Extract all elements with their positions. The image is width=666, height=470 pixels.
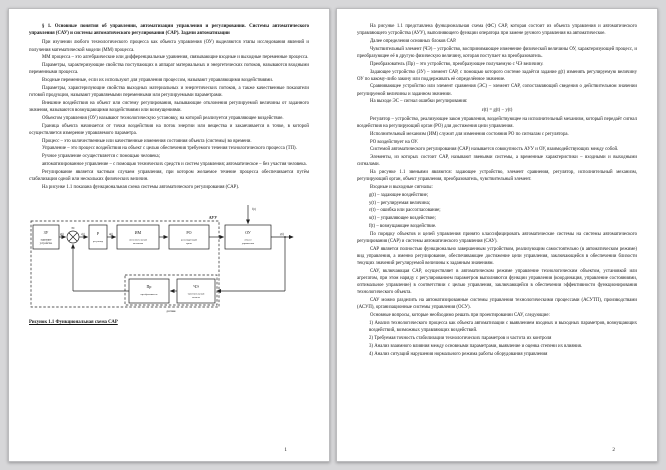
ro-box — [169, 225, 209, 249]
ou-label: ОУ — [245, 229, 251, 235]
paragraph: Регулятор – устройство, реализующее закон управления, воздействующее на исполнительный механизм, который передаёт сигнал воздействия на регулирующий орган (РО) для достижения цели управления. — [357, 116, 637, 129]
section-heading: § 1. Основные понятия об управлении, автоматизации управления и регулировании. Системы автоматического управления (САУ) и системы автоматического регулирования (САР). Задачи автоматизации — [29, 24, 309, 37]
paragraph: Регулирование является частным случаем управления, при котором желаемое течение процесса обеспечивается путём стабилизации одной или нескольких физических величин. — [29, 169, 309, 182]
regulator-label: Р — [96, 230, 100, 236]
list-item: 1) Анализ технологического процесса как объекта автоматизации с выявлением входных и выходных параметров, возмущающих воздействий, возможных управляющих воздействий. — [369, 320, 637, 334]
paragraph: Сравнивающее устройство или элемент сравнения (ЭС) – элемент САР, сопоставляющий сведения о действительном значении регулируемой величины и заданном значении. — [357, 84, 637, 97]
page-1 — [8, 8, 330, 462]
regulator-box — [89, 225, 107, 249]
zu-sublabel: задающее — [40, 238, 52, 242]
che-box — [177, 279, 215, 303]
paragraph: САУ можно разделить на автоматизированные системы управления технологическими процессами (АСУТП), производствами (АСУП), организационные системы управления (ОСУ). — [357, 298, 637, 311]
paragraph: Процесс – это количественные или качественные изменения состояния объекта (системы) во времени. — [42, 138, 252, 144]
y-signal-label: y(t) — [279, 231, 285, 236]
paragraph: Системой автоматического регулирования (САР) называется совокупность АУУ и ОУ, взаимодействующих между собой. — [370, 147, 619, 153]
regulator-sublabel: регулятор — [92, 239, 104, 243]
zu-box — [33, 225, 59, 249]
paragraph: Далее определения основных блоков САР. — [370, 38, 457, 44]
es-label: ЭС — [71, 225, 75, 230]
im-label: ИМ — [134, 229, 142, 235]
paragraph: Ручное управление осуществляется с помощью человека; — [42, 154, 161, 160]
zu-label: ЗУ — [43, 229, 49, 235]
page-number: 2 — [612, 447, 615, 453]
paragraph: Входные переменные, если их используют для управления процессом, называют управляющими воздействиями. — [42, 78, 274, 84]
im-sublabel: механизм — [132, 241, 144, 245]
sensor-boundary — [125, 275, 217, 305]
paragraph: автоматизированное управление – с помощью технических средств и систем управления; автоматическое – без участия человека. — [42, 161, 307, 167]
sar-functional-diagram — [29, 195, 311, 317]
list-item: 3) Анализ взаимного влияния между основными параметрами, выявление и оценка степени их влияния. — [369, 343, 583, 349]
auu-label: АУУ — [208, 214, 218, 220]
f-signal-label: f(t) — [252, 206, 256, 211]
paragraph: Параметры, характеризующие свойства поступающих в аппарат материальных и энергетических потоков, называются входными переменными процесса. — [29, 63, 309, 76]
formula: ε(t) = g(t) − y(t) — [481, 108, 513, 114]
page-2-text — [357, 23, 637, 358]
list-item: y(t) – регулируемая величина; — [369, 200, 431, 206]
che-sublabel: чувствительный — [187, 292, 205, 296]
paragraph: На рисунке 1.1 показана функциональная схема системы автоматического регулирования (САР). — [42, 184, 240, 190]
paragraph: Элементы, из которых состоит САР, называют звеньями системы, а временные характеристики – входными и выходными сигналами. — [357, 155, 637, 168]
pr-label: Пр — [146, 283, 152, 289]
zu-sublabel: устройство — [39, 241, 53, 245]
pr-sublabel: преобразователь — [140, 292, 158, 296]
ro-sublabel: регулирующий — [180, 238, 198, 242]
ro-label: РО — [186, 229, 192, 235]
che-sublabel: элемент — [191, 295, 201, 299]
pr-box — [129, 279, 169, 303]
diagram-arrows — [59, 205, 293, 291]
eps-signal-label: ε(t) — [81, 232, 85, 236]
ou-sublabel: управления — [241, 241, 255, 245]
paragraph: ММ процесса – это алгебраические или дифференциальные уравнения, связывающие входные и выходные переменные процесса. — [42, 55, 309, 61]
list-item: 4) Анализ ситуаций нарушения нормального режима работы оборудования управления — [369, 351, 548, 357]
list-item: g(t) – задающее воздействие; — [369, 192, 429, 198]
paragraph: На рисунке 1.1 представлена функциональная схема (ФС) САР, которая состоит из объекта управления и автоматического управляющего устройства (АУУ), выполняющего функции оператора при замене ручного управления на автоматическое. — [357, 24, 637, 37]
page-1-text — [29, 23, 309, 191]
paragraph: На рисунке 1.1 звеньями являются: задающее устройство, элемент сравнения, регулятор, исполнительный механизм, регулирующий орган, объект управления, преобразователь, чувствительный элемент. — [357, 170, 637, 183]
paragraph: Основные вопросы, которые необходимо решать при проектировании САУ, следующие: — [370, 313, 550, 319]
im-box — [117, 225, 159, 249]
list-item: ε(t) – ошибка или рассогласование; — [369, 208, 441, 214]
ou-box — [225, 225, 271, 249]
g-signal-label: g(t) — [59, 232, 65, 236]
paragraph: Параметры, характеризующие свойства выходных материальных и энергетических потоков, а также качественные показатели готовой продукции, называют управляемыми переменными или регулируемыми параметрами. — [29, 85, 309, 99]
figure-caption: Рисунок 1.1 Функциональная схема САР — [29, 319, 118, 325]
paragraph: САР является полностью функционально завершенным устройством, реализующим самостоятельно (в автоматическом режиме) вид управления, а именно регулирование, обеспечивающее достижение цели управления, заключающейся в обеспечении близости текущих значений регулируемой величины к заданным значениям. — [357, 246, 637, 267]
paragraph: Чувствительный элемент (ЧЭ) – устройство, воспринимающее изменение физической величины ОУ, характеризующей процесс, и преобразующее её в другую физическую величину, которая поступает на преобразователь. — [357, 46, 637, 59]
paragraph: РО воздействует на ОУ. — [370, 139, 418, 145]
paragraph: Задающее устройство (ЗУ) – элемент САР, с помощью которого системе задаётся задание g(t) изменять регулируемую величину ОУ по какому-либо закону или поддерживать её определённое значение. — [357, 69, 637, 82]
list-item: 2) Требуемая точность стабилизации технологических параметров и частота их контроля — [369, 335, 552, 341]
page-number: 1 — [284, 447, 287, 453]
paragraph: Внешние воздействия на объект или систему регулирования, вызывающие отклонения регулируемой величины от заданного значения, называются возмущающими воздействиями или возмущениями. — [29, 100, 309, 114]
paragraph: Граница объекта начинается от точки воздействия на поток энергии или вещества и заканчивается в точке, в которой осуществляется измерение управляемого параметра. — [29, 123, 309, 136]
list-item: f(t) – возмущающее воздействие. — [369, 223, 437, 229]
paragraph: Исполнительный механизм (ИМ) служит для изменения состояния РО по сигналам с регулятора. — [370, 131, 569, 137]
ou-sublabel: объект — [244, 238, 252, 242]
paragraph: Преобразователь (Пр) – это устройство, преобразующее получаемую с ЧЭ величину. — [370, 61, 544, 67]
paragraph: При изучении любого технологического процесса как объекта управления (ОУ) выделяются этапы исследования явлений и получения математической модели (ММ) процесса. — [29, 40, 309, 53]
paragraph: На выходе ЭС – сигнал ошибки регулирования: — [370, 99, 468, 105]
paragraph: САУ, включающая САР, осуществляет в автоматическом режиме управление технологическим объектом, установкой или агрегатом, при этом наряду с регулированием параметров выполняются функции управления (координация, управление состояниями, оптимальное управление) в соответствии с целью управления, заключающейся в обеспечении эффективности функционирования технологического объекта. — [357, 268, 637, 296]
paragraph: Управление – это процесс воздействия на объект с целью обеспечения требуемого течения технологического процесса (ТП). — [42, 146, 297, 152]
page-2 — [336, 8, 658, 462]
im-sublabel: исполнительный — [129, 238, 147, 242]
sensor-label: датчик — [166, 308, 176, 313]
paragraph: Объектом управления (ОУ) называют технологическую установку, на которой реализуется управляющее воздействие. — [42, 115, 284, 121]
u-signal-label: u(t) — [108, 232, 114, 236]
che-label: ЧЭ — [193, 283, 199, 289]
paragraph: Входные и выходные сигналы: — [370, 185, 433, 191]
ro-sublabel: орган — [186, 241, 192, 245]
paragraph: По порядку объектов и целей управления принято классифицировать автоматические системы на системы автоматического регулирования (САР) и системы автоматического управления (САУ). — [357, 231, 637, 244]
list-item: u(t) – управляющее воздействие; — [369, 216, 436, 222]
